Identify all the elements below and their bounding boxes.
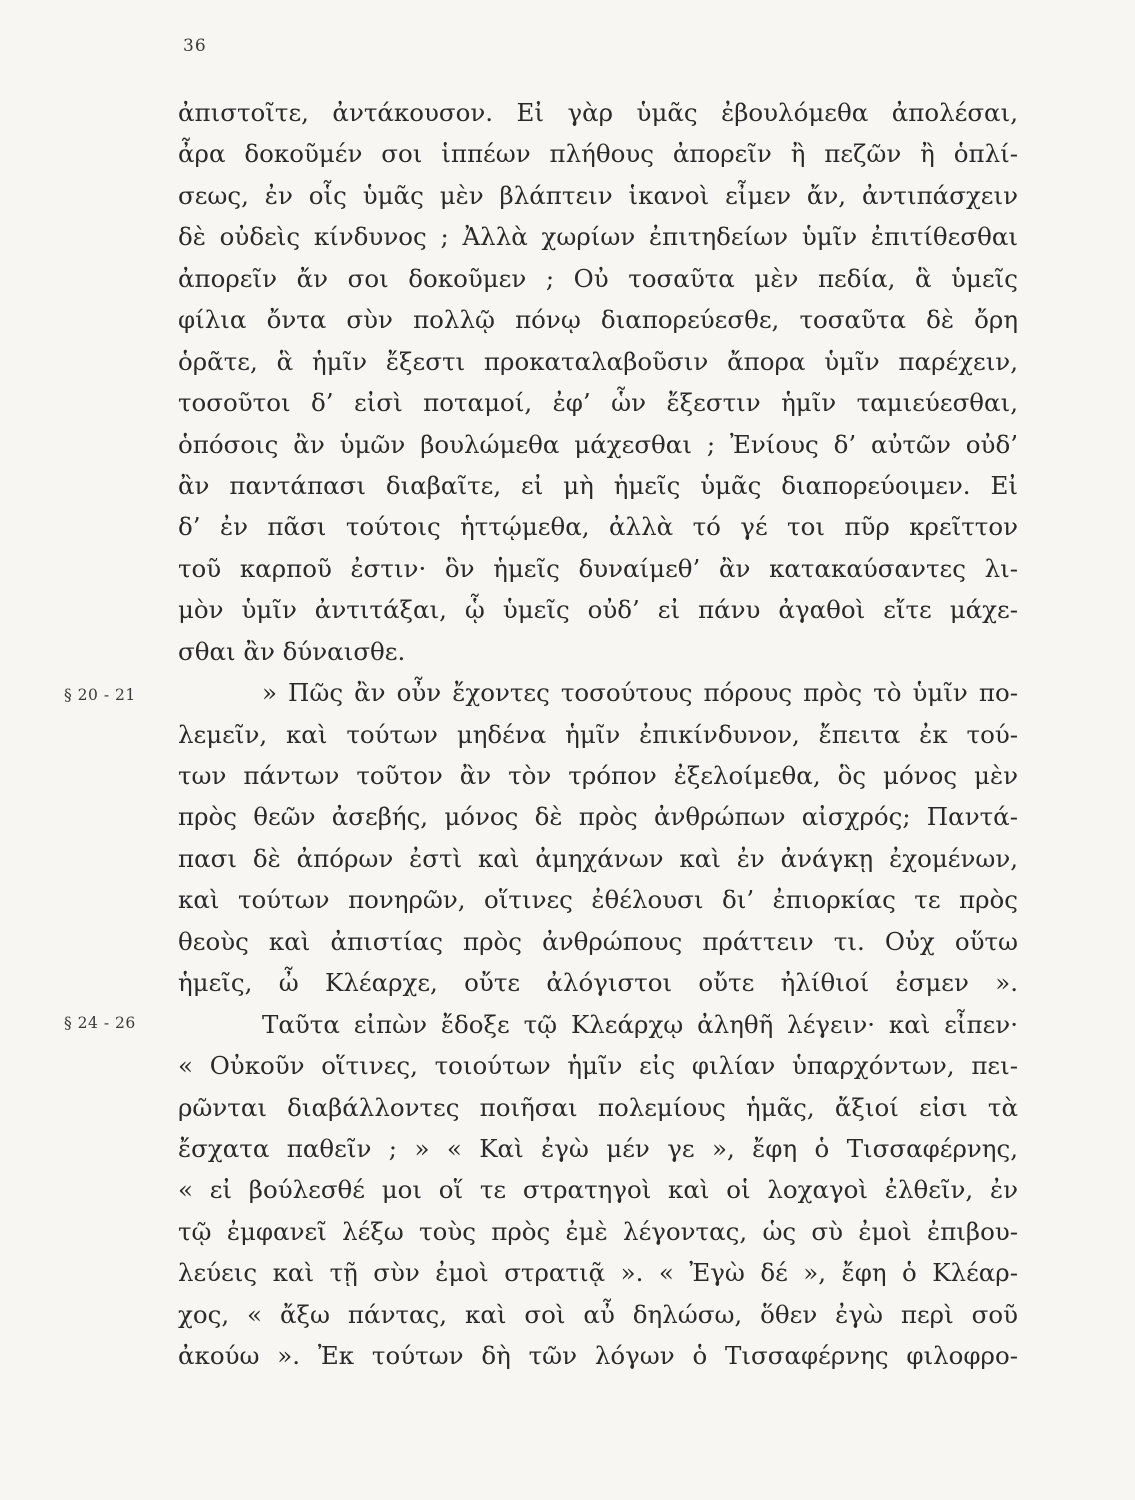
text-line: τοσοῦτοι δ’ εἰσὶ ποταμοί, ἐφ’ ὧν ἔξεστιν ἡμῖν ταμιεύεσθαι, xyxy=(178,388,1018,418)
text-line: μὸν ὑμῖν ἀντιτάξαι, ᾧ ὑμεῖς οὐδ’ εἰ πάνυ ἀγαθοὶ εἴτε μάχε- xyxy=(178,595,1018,625)
text-line: ἀπορεῖν ἄν σοι δοκοῦμεν ; Οὐ τοσαῦτα μὲν πεδία, ἃ ὑμεῖς xyxy=(178,263,1018,293)
text-line: ἔσχατα παθεῖν ; » « Καὶ ἐγὼ μέν γε », ἔφη ὁ Τισσαφέρνης, xyxy=(178,1133,1018,1163)
text-line: ὁπόσοις ἂν ὑμῶν βουλώμεθα μάχεσθαι ; Ἐνίους δ’ αὐτῶν οὐδ’ xyxy=(178,429,1018,459)
text-line: θεοὺς καὶ ἀπιστίας πρὸς ἀνθρώπους πράττειν τι. Οὐχ οὕτω xyxy=(178,926,1018,956)
text-line: πρὸς θεῶν ἀσεβής, μόνος δὲ πρὸς ἀνθρώπων αἰσχρός; Παντά- xyxy=(178,802,1018,832)
page-number: 36 xyxy=(183,36,207,56)
paragraph-end-line: σθαι ἂν δύναισθε. xyxy=(178,636,406,666)
text-line: δ’ ἐν πᾶσι τούτοις ἡττῴμεθα, ἀλλὰ τό γέ τοι πῦρ κρεῖττον xyxy=(178,512,1018,542)
text-line: ρῶνται διαβάλλοντες ποιῆσαι πολεμίους ἡμᾶς, ἄξιοί εἰσι τὰ xyxy=(178,1092,1018,1122)
paragraph-end-line: ἡμεῖς, ὦ Κλέαρχε, οὔτε ἀλόγιστοι οὔτε ἠλίθιοί ἐσμεν ». xyxy=(178,968,1018,998)
body-text xyxy=(178,92,1018,1377)
text-line: ἂν παντάπασι διαβαῖτε, εἰ μὴ ἡμεῖς ὑμᾶς διαπορεύοιμεν. Εἰ xyxy=(178,470,1018,500)
text-line: « Οὐκοῦν οἵτινες, τοιούτων ἡμῖν εἰς φιλίαν ὑπαρχόντων, πει- xyxy=(178,1051,1018,1081)
text-line: καὶ τούτων πονηρῶν, οἵτινες ἐθέλουσι δι’ ἐπιορκίας τε πρὸς xyxy=(178,885,1018,915)
text-line: ἀκούω ». Ἐκ τούτων δὴ τῶν λόγων ὁ Τισσαφέρνης φιλοφρο- xyxy=(178,1341,1018,1371)
section-reference: § 24 - 26 xyxy=(64,1014,136,1032)
text-line: « εἰ βούλεσθέ μοι οἵ τε στρατηγοὶ καὶ οἱ λοχαγοὶ ἐλθεῖν, ἐν xyxy=(178,1175,1018,1205)
paragraph-start-line: » Πῶς ἂν οὖν ἔχοντες τοσούτους πόρους πρὸς τὸ ὑμῖν πο- xyxy=(262,678,1018,708)
text-line: χος, « ἄξω πάντας, καὶ σοὶ αὖ δηλώσω, ὅθεν ἐγὼ περὶ σοῦ xyxy=(178,1299,1018,1329)
text-line: ἆρα δοκοῦμέν σοι ἱππέων πλήθους ἀπορεῖν ἢ πεζῶν ἢ ὁπλί- xyxy=(178,139,1018,169)
section-reference: § 20 - 21 xyxy=(64,686,136,704)
text-line: σεως, ἐν οἷς ὑμᾶς μὲν βλάπτειν ἱκανοὶ εἶμεν ἄν, ἀντιπάσχειν xyxy=(178,180,1018,210)
text-line: ὁρᾶτε, ἃ ἡμῖν ἔξεστι προκαταλαβοῦσιν ἄπορα ὑμῖν παρέχειν, xyxy=(178,346,1018,376)
text-line: τοῦ καρποῦ ἐστιν· ὃν ἡμεῖς δυναίμεθ’ ἂν κατακαύσαντες λι- xyxy=(178,553,1018,583)
text-line: λεύεις καὶ τῇ σὺν ἐμοὶ στρατιᾷ ». « Ἐγὼ δέ », ἔφη ὁ Κλέαρ- xyxy=(178,1258,1018,1288)
text-line: λεμεῖν, καὶ τούτων μηδένα ἡμῖν ἐπικίνδυνον, ἔπειτα ἐκ τού- xyxy=(178,719,1018,749)
text-line: δὲ οὐδεὶς κίνδυνος ; Ἀλλὰ χωρίων ἐπιτηδείων ὑμῖν ἐπιτίθεσθαι xyxy=(178,222,1018,252)
text-line: ἀπιστοῖτε, ἀντάκουσον. Εἰ γὰρ ὑμᾶς ἐβουλόμεθα ἀπολέσαι, xyxy=(178,98,1018,127)
text-line: τῷ ἐμφανεῖ λέξω τοὺς πρὸς ἐμὲ λέγοντας, ὡς σὺ ἐμοὶ ἐπιβου- xyxy=(178,1216,1018,1246)
text-line: των πάντων τοῦτον ἂν τὸν τρόπον ἐξελοίμεθα, ὃς μόνος μὲν xyxy=(178,761,1018,790)
text-line: φίλια ὄντα σὺν πολλῷ πόνῳ διαπορεύεσθε, τοσαῦτα δὲ ὄρη xyxy=(178,305,1018,335)
paragraph-start-line: Ταῦτα εἰπὼν ἔδοξε τῷ Κλεάρχῳ ἀληθῆ λέγειν· καὶ εἶπεν· xyxy=(262,1009,1018,1039)
text-line: πασι δὲ ἀπόρων ἐστὶ καὶ ἀμηχάνων καὶ ἐν ἀνάγκῃ ἐχομένων, xyxy=(178,843,1018,873)
